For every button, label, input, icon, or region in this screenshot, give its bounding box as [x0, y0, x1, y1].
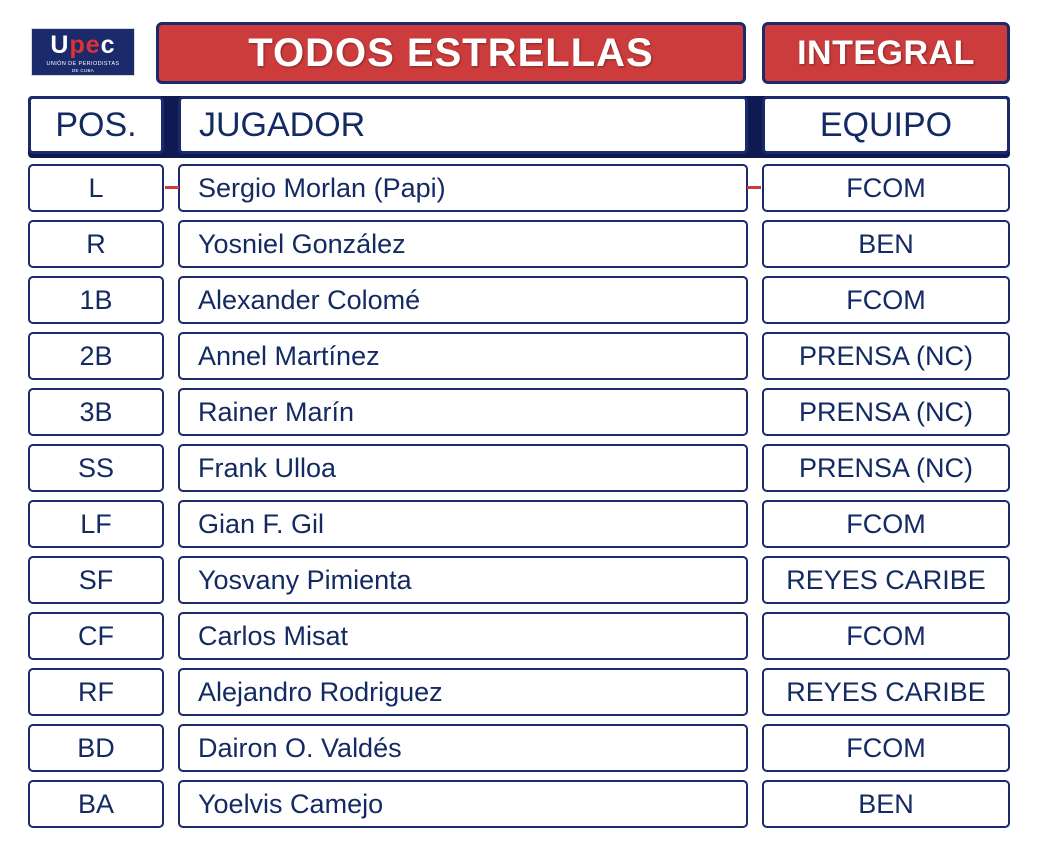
cell-player: Alexander Colomé	[178, 276, 748, 324]
cell-position: L	[28, 164, 164, 212]
cell-position: 3B	[28, 388, 164, 436]
cell-team: FCOM	[762, 164, 1010, 212]
table-header-row	[28, 96, 1010, 154]
subtitle-banner	[762, 22, 1010, 84]
cell-position: SF	[28, 556, 164, 604]
table-row	[28, 500, 1010, 548]
cell-position: 1B	[28, 276, 164, 324]
upec-wordmark	[50, 30, 116, 59]
table-row	[28, 276, 1010, 324]
table-row	[28, 612, 1010, 660]
cell-player: Sergio Morlan (Papi)	[178, 164, 748, 212]
cell-position: RF	[28, 668, 164, 716]
cell-player: Annel Martínez	[178, 332, 748, 380]
title-banner	[156, 22, 746, 84]
table-row	[28, 444, 1010, 492]
page-subtitle: INTEGRAL	[797, 33, 975, 72]
cell-position: CF	[28, 612, 164, 660]
column-header-player: JUGADOR	[178, 96, 748, 154]
cell-player: Alejandro Rodriguez	[178, 668, 748, 716]
cell-position: BA	[28, 780, 164, 828]
table-row	[28, 724, 1010, 772]
upec-wordmark-u: U	[50, 30, 70, 59]
page-title: TODOS ESTRELLAS	[248, 30, 654, 75]
cell-team: BEN	[762, 780, 1010, 828]
cell-position: LF	[28, 500, 164, 548]
table-row	[28, 780, 1010, 828]
cell-position: R	[28, 220, 164, 268]
cell-position: SS	[28, 444, 164, 492]
cell-team: FCOM	[762, 500, 1010, 548]
cell-player: Yoelvis Camejo	[178, 780, 748, 828]
cell-player: Gian F. Gil	[178, 500, 748, 548]
row-connector-left	[165, 186, 179, 189]
cell-position: BD	[28, 724, 164, 772]
table-row	[28, 220, 1010, 268]
cell-team: FCOM	[762, 276, 1010, 324]
cell-player: Carlos Misat	[178, 612, 748, 660]
upec-logo-mark	[31, 28, 135, 76]
upec-wordmark-pe: pe	[69, 30, 101, 59]
cell-player: Rainer Marín	[178, 388, 748, 436]
header	[28, 22, 1010, 84]
upec-logo-line1: UNIÓN DE PERIODISTAS	[46, 60, 120, 67]
cell-player: Yosniel González	[178, 220, 748, 268]
column-header-team: EQUIPO	[762, 96, 1010, 154]
cell-team: FCOM	[762, 724, 1010, 772]
cell-team: BEN	[762, 220, 1010, 268]
table-row	[28, 668, 1010, 716]
table-row	[28, 332, 1010, 380]
cell-team: REYES CARIBE	[762, 556, 1010, 604]
row-connector-right	[747, 186, 761, 189]
column-header-position: POS.	[28, 96, 164, 154]
table-row	[28, 388, 1010, 436]
cell-player: Frank Ulloa	[178, 444, 748, 492]
cell-team: FCOM	[762, 612, 1010, 660]
cell-player: Yosvany Pimienta	[178, 556, 748, 604]
table-row	[28, 164, 1010, 212]
lineup-table	[28, 96, 1010, 836]
upec-logo-line2: DE CUBA	[71, 67, 95, 73]
table-row	[28, 556, 1010, 604]
cell-team: PRENSA (NC)	[762, 388, 1010, 436]
upec-logo	[28, 26, 138, 78]
cell-player: Dairon O. Valdés	[178, 724, 748, 772]
cell-team: REYES CARIBE	[762, 668, 1010, 716]
cell-team: PRENSA (NC)	[762, 332, 1010, 380]
upec-wordmark-c: c	[100, 30, 116, 59]
cell-team: PRENSA (NC)	[762, 444, 1010, 492]
cell-position: 2B	[28, 332, 164, 380]
